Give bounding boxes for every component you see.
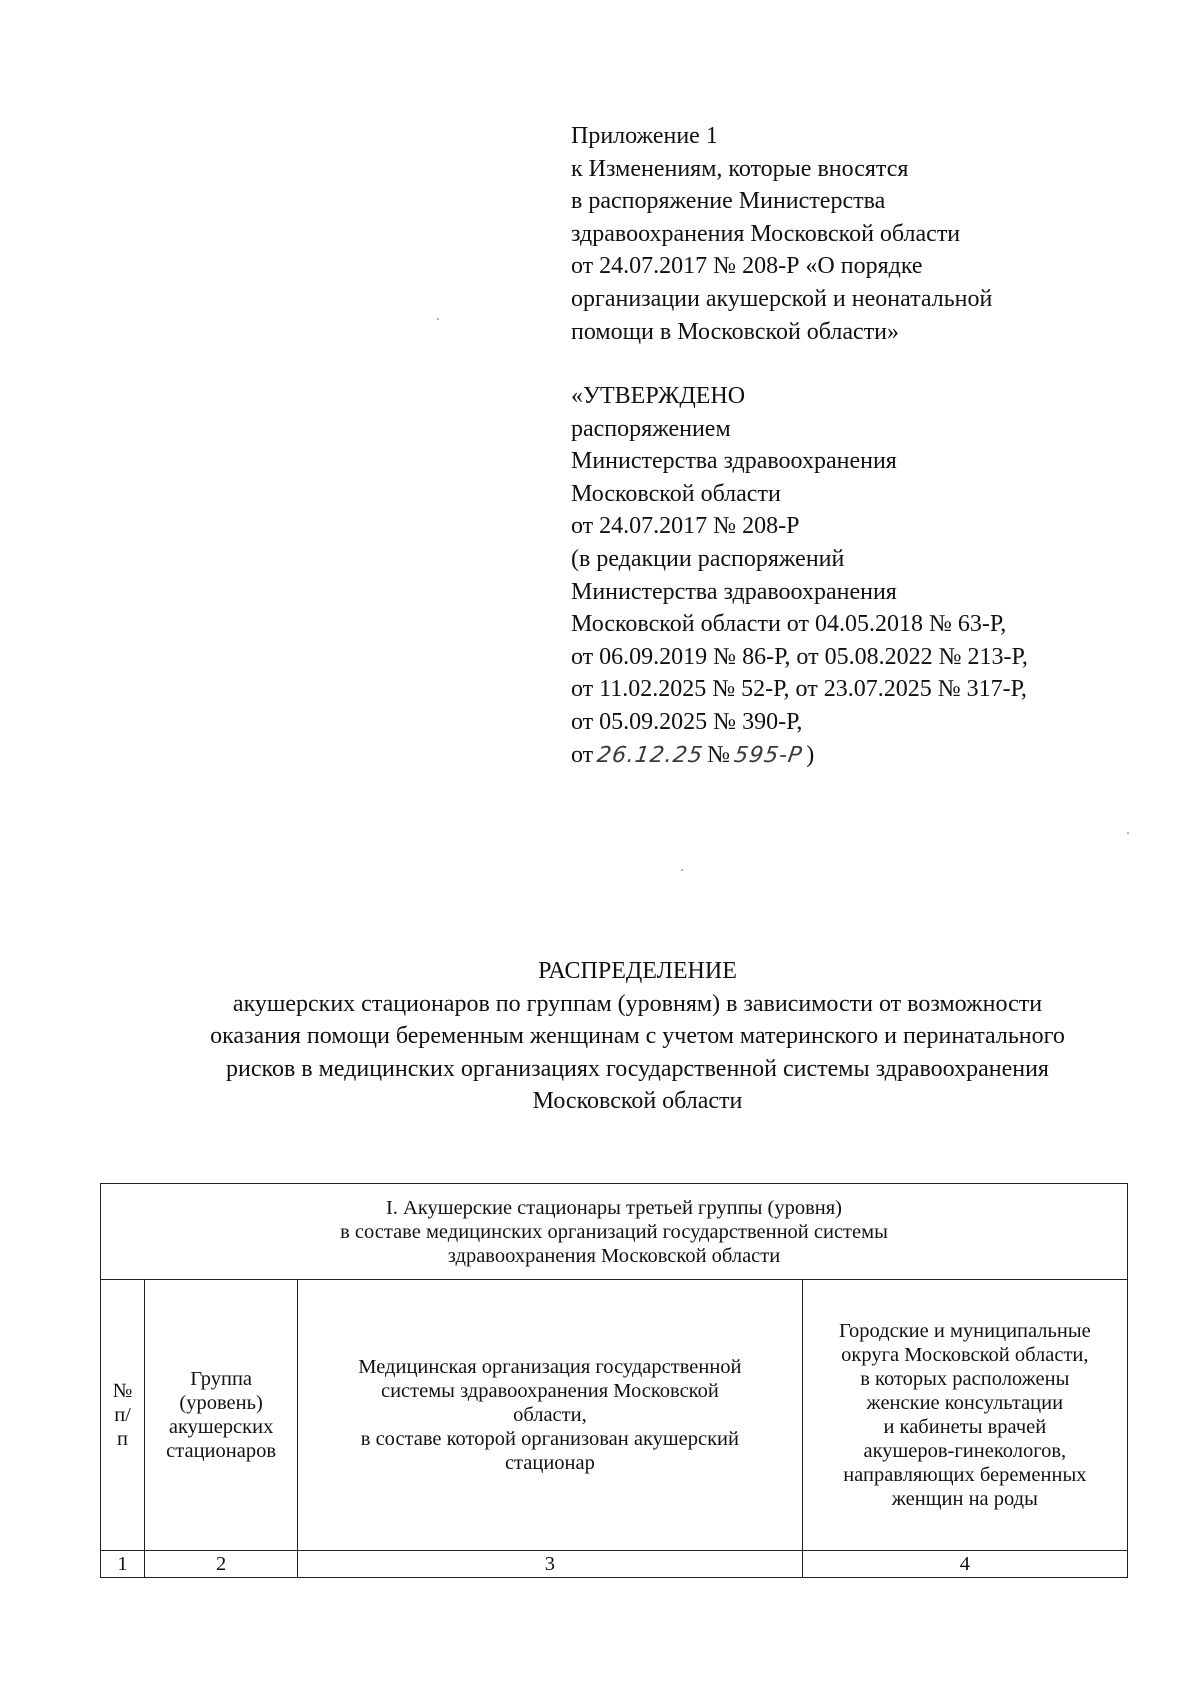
approval-line: от 11.02.2025 № 52-Р, от 23.07.2025 № 317-Р, <box>571 676 1027 703</box>
approval-line: «УТВЕРЖДЕНО <box>571 383 746 409</box>
annex-line: к Изменениям, которые вносятся <box>571 155 909 182</box>
approval-line: Московской области <box>571 480 781 507</box>
header-text: и кабинеты врачей <box>883 1416 1047 1438</box>
annex-line: в распоряжение Министерства <box>571 188 886 215</box>
header-text: № <box>112 1380 133 1402</box>
section-line: I. Акушерские стационары третьей группы (уровня) <box>385 1196 843 1219</box>
approval-suffix: ) <box>806 741 815 768</box>
annex-header <box>571 120 1151 348</box>
distribution-table <box>100 1183 1128 1578</box>
scan-speck <box>681 869 683 871</box>
approval-line: распоряжением <box>571 415 731 442</box>
header-text: стационар <box>504 1452 595 1474</box>
header-text: системы здравоохранения Московской <box>380 1380 719 1402</box>
handwritten-date: 26.12.25 <box>595 742 706 768</box>
table-header-row <box>101 1280 1128 1551</box>
header-text: акушерских <box>168 1416 274 1438</box>
title-line: Московской области <box>532 1088 743 1115</box>
header-text: женские консультации <box>866 1392 1064 1414</box>
section-line: в составе медицинских организаций государственной системы <box>340 1220 888 1243</box>
column-number-cell: 1 <box>101 1551 145 1578</box>
header-text: направляющих беременных <box>843 1464 1087 1486</box>
approval-line: Министерства здравоохранения <box>571 578 897 605</box>
title-line: оказания помощи беременным женщинам с учетом материнского и перинатального <box>210 1023 1065 1050</box>
approval-line: от 24.07.2017 № 208-Р <box>571 513 800 540</box>
header-cell-group <box>145 1280 298 1551</box>
document-title <box>60 955 1200 1118</box>
approval-block <box>571 380 1171 772</box>
scan-speck <box>437 318 439 320</box>
header-cell-number <box>101 1280 145 1551</box>
section-line: здравоохранения Московской области <box>447 1244 781 1267</box>
title-line: рисков в медицинских организациях государственной системы здравоохранения <box>226 1055 1049 1082</box>
header-text: п <box>117 1428 129 1450</box>
approval-line: Московской области от 04.05.2018 № 63-Р, <box>571 611 1007 638</box>
header-text: (уровень) <box>179 1392 263 1414</box>
header-text: женщин на роды <box>891 1488 1038 1510</box>
approval-signature-line <box>571 739 1171 773</box>
approval-line: от 06.09.2019 № 86-Р, от 05.08.2022 № 213-Р, <box>571 643 1028 670</box>
header-text: в которых расположены <box>860 1368 1070 1390</box>
handwritten-number: 595-Р <box>732 742 805 768</box>
number-sign: № <box>707 741 731 768</box>
scan-speck <box>1127 832 1129 834</box>
header-text: округа Московской области, <box>841 1344 1089 1366</box>
header-text: Медицинская организация государственной <box>358 1356 742 1378</box>
header-cell-organization <box>298 1280 803 1551</box>
approval-line: (в редакции распоряжений <box>571 545 845 572</box>
approval-line: от 05.09.2025 № 390-Р, <box>571 708 803 735</box>
column-number-cell: 2 <box>145 1551 298 1578</box>
annex-line: Приложение 1 <box>571 123 718 149</box>
approval-prefix: от <box>571 741 594 768</box>
annex-line: здравоохранения Московской области <box>571 220 961 247</box>
header-text: п/ <box>114 1404 131 1426</box>
annex-line: помощи в Московской области» <box>571 318 900 345</box>
header-text: Городские и муниципальные <box>838 1320 1091 1342</box>
header-text: в составе которой организован акушерский <box>360 1428 740 1450</box>
header-text: области, <box>513 1404 587 1426</box>
annex-line: от 24.07.2017 № 208-Р «О порядке <box>571 253 923 280</box>
header-text: стационаров <box>166 1440 277 1462</box>
annex-line: организации акушерской и неонатальной <box>571 285 993 312</box>
column-number-cell: 4 <box>802 1551 1127 1578</box>
column-number-row <box>101 1551 1128 1578</box>
section-header-cell <box>101 1184 1128 1280</box>
title-line: акушерских стационаров по группам (уровням) в зависимости от возможности <box>232 990 1043 1017</box>
header-text: Группа <box>190 1368 253 1390</box>
header-text: акушеров-гинекологов, <box>863 1440 1067 1462</box>
column-number-cell: 3 <box>298 1551 803 1578</box>
header-cell-districts <box>802 1280 1127 1551</box>
approval-line: Министерства здравоохранения <box>571 448 897 475</box>
title-heading: РАСПРЕДЕЛЕНИЕ <box>538 958 737 984</box>
